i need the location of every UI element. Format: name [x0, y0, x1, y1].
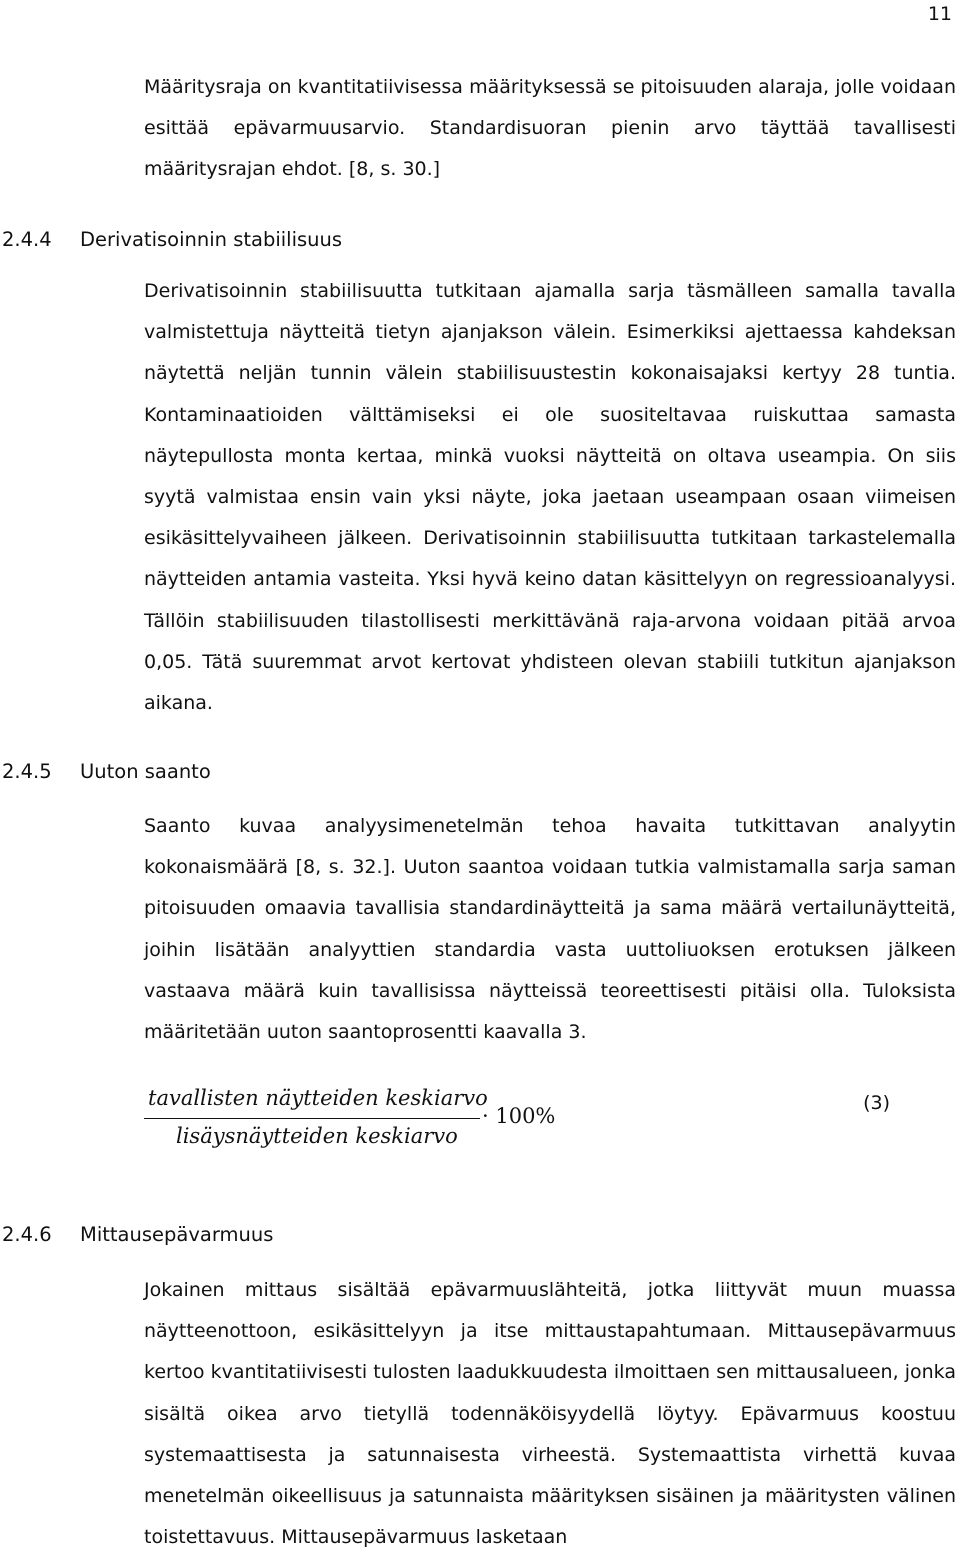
- section-heading-extraction-yield: [2, 760, 211, 783]
- fraction-bar: [144, 1118, 480, 1119]
- section-number: 2.4.4: [2, 228, 52, 251]
- derivatization-stability-paragraph: Derivatisoinnin stabiilisuutta tutkitaan ajamalla sarja täsmälleen samalla tavalla valmistettuja näytteitä tietyn ajanjakson välein. Esimerkiksi ajettaessa kahdeksan näytettä neljän tunnin välein stabiilisuustestin kokonaisajaksi kertyy 28 tuntia. Kontaminaatioiden välttämiseksi ei ole suositeltavaa ruiskuttaa samasta näytepullosta monta kertaa, minkä vuoksi näytteitä on oltava useampia. On siis syytä valmistaa ensin vain yksi näyte, joka jaetaan useampaan osaan viimeisen esikäsittelyvaiheen jälkeen. Derivatisoinnin stabiilisuutta tutkitaan tarkastelemalla näytteiden antamia vasteita. Yksi hyvä keino datan käsittelyyn on regressioanalyysi. Tällöin stabiilisuuden tilastollisesti merkittävänä raja-arvona voidaan pitää arvoa 0,05. Tätä suuremmat arvot kertovat yhdisteen olevan stabiili tutkitun ajanjakson aikana.: [144, 280, 956, 715]
- section-heading-measurement-uncertainty: [2, 1223, 273, 1246]
- equation-multiplier: · 100%: [482, 1104, 556, 1128]
- page-number: 11: [927, 3, 952, 25]
- section-heading-derivatization-stability: [2, 228, 342, 251]
- equation-numerator: tavallisten näytteiden keskiarvo: [148, 1086, 488, 1110]
- section-title: Mittausepävarmuus: [80, 1223, 274, 1246]
- equation-denominator: lisäysnäytteiden keskiarvo: [176, 1124, 458, 1148]
- section-title: Uuton saanto: [80, 760, 211, 783]
- intro-paragraph: Määritysraja on kvantitatiivisessa määrityksessä se pitoisuuden alaraja, jolle voidaan esittää epävarmuusarvio. Standardisuoran pienin arvo täyttää tavallisesti määritysrajan ehdot. [8, s. 30.]: [144, 76, 956, 181]
- section-number: 2.4.6: [2, 1223, 52, 1246]
- extraction-yield-paragraph: Saanto kuvaa analyysimenetelmän tehoa havaita tutkittavan analyytin kokonaismäärä [8, s. 32.]. Uuton saantoa voidaan tutkia valmistamalla sarja saman pitoisuuden omaavia tavallisia standardinäytteitä ja sama määrä vertailunäytteitä, joihin lisätään analyyttien standardia vasta uuttoliuoksen erotuksen jälkeen vastaava määrä kuin tavallisissa näytteissä teoreettisesti pitäisi olla. Tuloksista määritetään uuton saantoprosentti kaavalla 3.: [144, 815, 956, 1044]
- section-title: Derivatisoinnin stabiilisuus: [80, 228, 343, 251]
- section-number: 2.4.5: [2, 760, 52, 783]
- equation-number: (3): [863, 1092, 890, 1114]
- measurement-uncertainty-paragraph: Jokainen mittaus sisältää epävarmuuslähteitä, jotka liittyvät muun muassa näytteenottoon, esikäsittelyyn ja itse mittaustapahtumaan. Mittausepävarmuus kertoo kvantitatiivisesti tulosten laadukkuudesta ilmoittaen sen mittausalueen, jonka sisältä oikea arvo tietyllä todennäköisyydellä löytyy. Epävarmuus koostuu systemaattisesta ja satunnaisesta virheestä. Systemaattista virhettä kuvaa menetelmän oikeellisuus ja satunnaista määrityksen sisäinen ja määritysten välinen toistettavuus. Mittausepävarmuus lasketaan: [144, 1279, 956, 1549]
- recovery-equation: [144, 1086, 956, 1156]
